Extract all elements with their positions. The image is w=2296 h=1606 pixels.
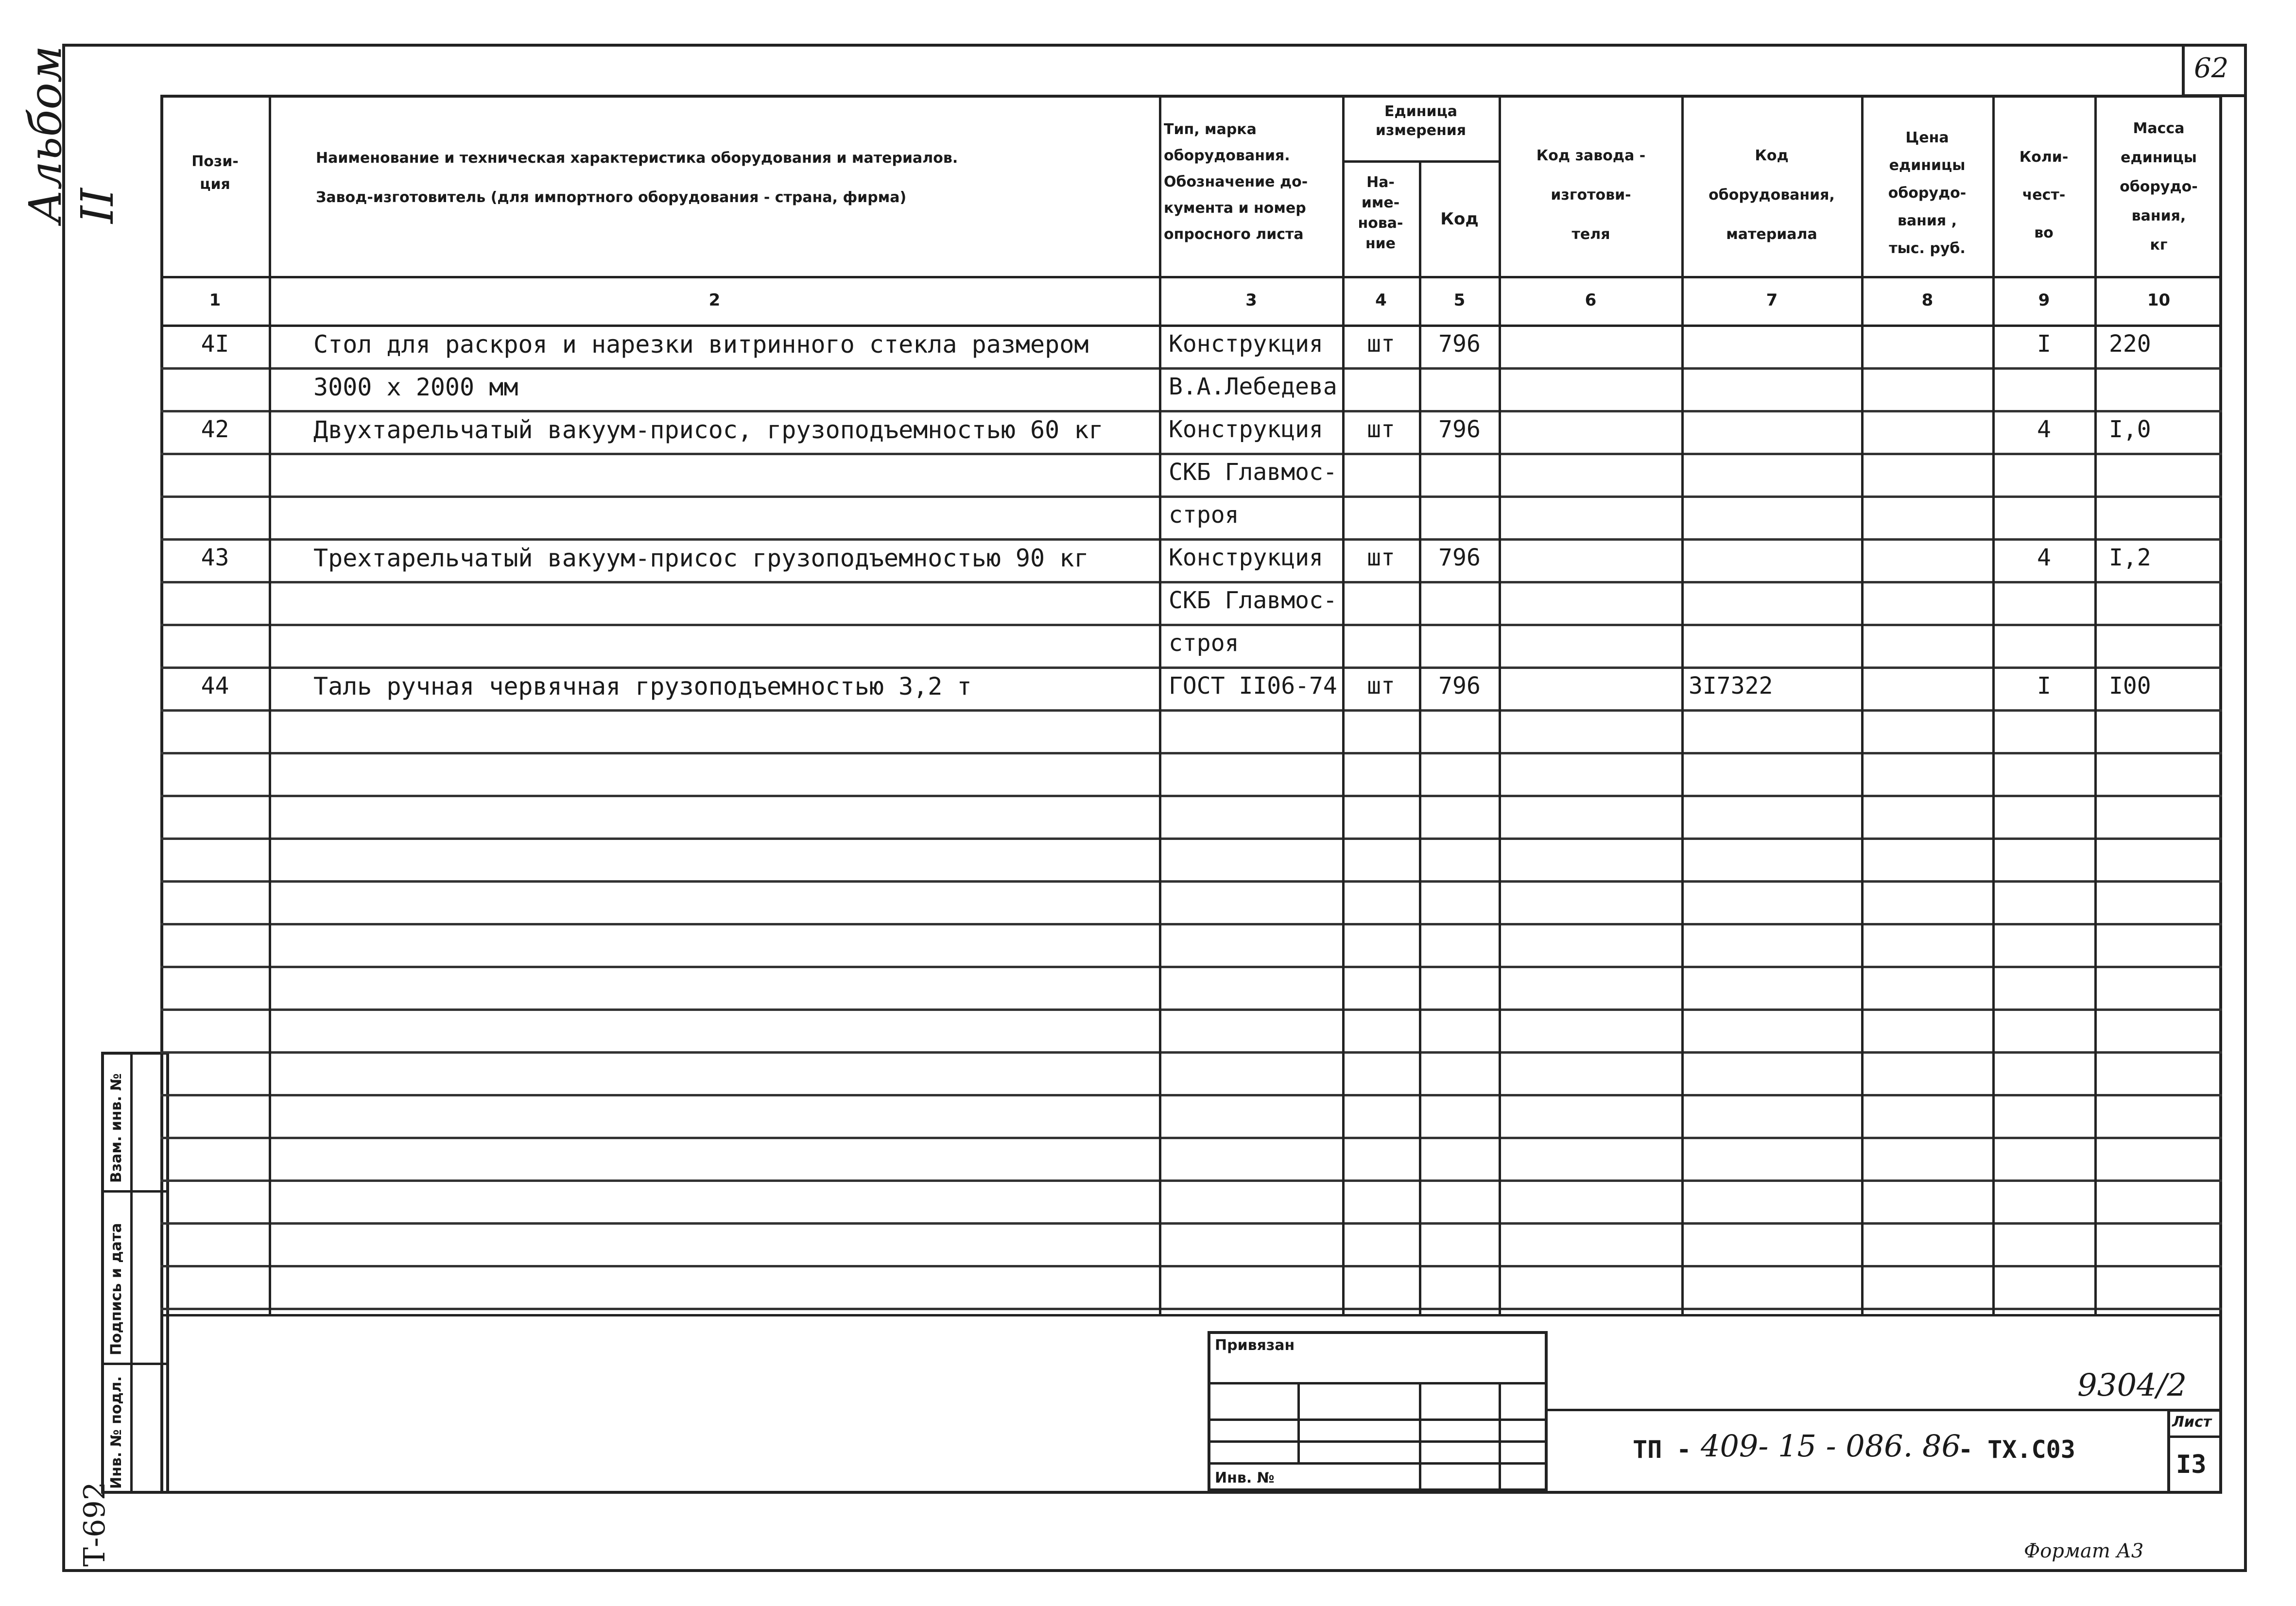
header-mass-line-1: Масса <box>2133 120 2185 137</box>
header-factory-code-line-3: теля <box>1571 226 1610 243</box>
header-type-line-4: кумента и номер <box>1164 200 1306 217</box>
col-line-8 <box>1992 95 1995 1314</box>
row-line <box>160 495 2222 498</box>
row-line <box>160 581 2222 583</box>
attached-col-1 <box>1297 1382 1300 1462</box>
side-stamp-divider <box>130 1052 133 1494</box>
attached-line-1 <box>1208 1382 1548 1384</box>
album-label: Альбом II <box>19 45 123 223</box>
header-mass <box>2097 114 2221 260</box>
cell-name: 3000 х 2000 мм <box>313 373 518 401</box>
side-stamp-sign-label: Подпись и дата <box>108 1223 125 1355</box>
cell-unit-code: 796 <box>1438 416 1481 443</box>
cell-position: 4I <box>201 330 229 358</box>
side-stamp-replace-label: Взам. инв. № <box>108 1073 125 1183</box>
attached-line-4 <box>1208 1462 1548 1465</box>
attached-line-3 <box>1208 1440 1548 1443</box>
row-line <box>160 666 2222 669</box>
cell-type: ГОСТ II06-74 <box>1169 672 1337 700</box>
row-line <box>160 966 2222 968</box>
col-line-3 <box>1342 95 1345 1314</box>
cell-type: строя <box>1169 501 1239 529</box>
header-price-line-2: единицы <box>1889 157 1966 174</box>
col-line-9 <box>2094 95 2097 1314</box>
header-price-line-5: тыс. руб. <box>1889 240 1966 257</box>
column-number-3: 3 <box>1245 290 1257 310</box>
cell-type: СКБ Главмос- <box>1169 587 1337 614</box>
cell-name: Двухтарельчатый вакуум-присос, грузоподъемностью 60 кг <box>313 416 1104 444</box>
header-type <box>1164 117 1340 248</box>
doc-suffix: - ТХ.С03 <box>1958 1435 2075 1464</box>
doc-prefix: ТП - <box>1633 1435 1692 1464</box>
inv-label: Инв. № <box>1215 1469 1275 1486</box>
sheet-number-divider <box>2167 1435 2222 1438</box>
header-unit-name <box>1344 172 1417 254</box>
col-line-7 <box>1861 95 1864 1314</box>
col-line-5 <box>1499 95 1501 1314</box>
cell-type: В.А.Лебедева <box>1169 373 1337 400</box>
col-line-2 <box>1159 95 1161 1314</box>
cell-name: Стол для раскроя и нарезки витринного стекла размером <box>313 330 1089 359</box>
header-qty-line-2: чест- <box>2022 187 2066 204</box>
column-number-10: 10 <box>2147 290 2171 310</box>
cell-mass: I00 <box>2109 672 2151 700</box>
column-number-8: 8 <box>1921 290 1933 310</box>
cell-unit-name: шт <box>1367 672 1395 700</box>
cell-unit-code: 796 <box>1438 330 1481 358</box>
header-mass-line-2: единицы <box>2121 149 2197 166</box>
header-unit-name-line-3: нова- <box>1358 215 1403 232</box>
row-line <box>160 367 2222 370</box>
header-price-line-1: Цена <box>1905 129 1949 146</box>
cell-equip-code: 3I7322 <box>1689 672 1773 700</box>
header-unit-group <box>1344 102 1498 140</box>
attached-box <box>1208 1331 1548 1491</box>
column-number-9: 9 <box>2038 290 2050 310</box>
col-line-6 <box>1681 95 1684 1314</box>
sheet-number: I3 <box>2176 1450 2207 1479</box>
cell-unit-name: шт <box>1367 544 1395 571</box>
row-line <box>160 1222 2222 1225</box>
cell-type: Конструкция <box>1169 544 1323 571</box>
cell-unit-code: 796 <box>1438 672 1481 700</box>
header-qty <box>1995 138 2093 252</box>
corner-page-number: 62 <box>2194 52 2229 84</box>
attached-label: Привязан <box>1215 1337 1295 1354</box>
column-number-1: 1 <box>209 290 221 310</box>
header-factory-code-line-1: Код завода - <box>1536 147 1646 164</box>
cell-type: СКБ Главмос- <box>1169 459 1337 486</box>
side-stamp-line-2 <box>101 1363 169 1365</box>
row-line <box>160 1265 2222 1267</box>
cell-mass: 220 <box>2109 330 2151 358</box>
header-position-line-2: ция <box>200 175 230 193</box>
colnum-bottom-line <box>160 325 2222 327</box>
header-mass-line-3: оборудо- <box>2120 178 2198 195</box>
cell-position: 43 <box>201 544 229 571</box>
row-line <box>160 923 2222 925</box>
header-unit-name-line-1: На- <box>1366 174 1395 191</box>
row-line <box>160 624 2222 626</box>
row-line <box>160 410 2222 412</box>
cell-unit-name: шт <box>1367 416 1395 443</box>
header-type-line-2: оборудования. <box>1164 147 1290 164</box>
header-name <box>316 138 958 217</box>
header-equip-code-line-3: материала <box>1726 226 1817 243</box>
table-body-bottom <box>160 1314 2222 1316</box>
header-unit-group-line-1: Единица <box>1384 103 1457 120</box>
header-type-line-3: Обозначение до- <box>1164 173 1308 190</box>
attached-col-3 <box>1499 1382 1501 1491</box>
column-number-7: 7 <box>1766 290 1778 310</box>
row-line <box>160 1308 2222 1310</box>
cell-type: строя <box>1169 630 1239 657</box>
row-line <box>160 795 2222 797</box>
column-number-4: 4 <box>1375 290 1387 310</box>
archive-code: Т-692 <box>78 1482 112 1567</box>
header-unit-group-line-2: измерения <box>1375 122 1467 139</box>
cell-mass: I,2 <box>2109 544 2151 571</box>
attached-col-2 <box>1419 1382 1421 1491</box>
header-qty-line-3: во <box>2034 224 2054 241</box>
doc-handwritten-code: 409- 15 - 086. 86 <box>1701 1428 1961 1464</box>
cell-position: 42 <box>201 416 229 443</box>
col-line-1 <box>269 95 271 1314</box>
header-equip-code <box>1684 136 1860 254</box>
header-price-line-4: вания , <box>1897 212 1957 229</box>
cell-type: Конструкция <box>1169 330 1323 358</box>
cell-type: Конструкция <box>1169 416 1323 443</box>
header-mass-line-4: вания, <box>2131 207 2186 224</box>
header-type-line-5: опросного листа <box>1164 226 1304 243</box>
cell-qty: 4 <box>2037 544 2051 571</box>
header-name-line-1: Наименование и техническая характеристика оборудования и материалов. <box>316 150 958 167</box>
row-line <box>160 880 2222 883</box>
header-bottom-line <box>160 276 2222 278</box>
row-line <box>160 837 2222 840</box>
header-equip-code-line-1: Код <box>1755 147 1789 164</box>
header-position <box>163 151 267 196</box>
header-equip-code-line-2: оборудования, <box>1709 187 1835 204</box>
header-unit-name-line-2: име- <box>1361 194 1400 211</box>
doc-code-top-line <box>1548 1409 2222 1411</box>
column-number-6: 6 <box>1585 290 1597 310</box>
header-factory-code-line-2: изготови- <box>1551 187 1631 204</box>
header-unit-code: Код <box>1440 209 1479 229</box>
header-unit-name-line-4: ние <box>1365 235 1396 252</box>
header-price <box>1864 124 1991 262</box>
cell-qty: I <box>2037 330 2051 358</box>
row-line <box>160 1051 2222 1054</box>
row-line <box>160 453 2222 455</box>
row-line <box>160 1094 2222 1096</box>
column-number-2: 2 <box>708 290 721 310</box>
sheet-label: Лист <box>2172 1414 2212 1431</box>
row-line <box>160 1179 2222 1182</box>
side-stamp-line-1 <box>101 1190 169 1193</box>
cell-position: 44 <box>201 672 229 700</box>
side-stamp-inv-label: Инв. № подл. <box>108 1376 125 1489</box>
cell-mass: I,0 <box>2109 416 2151 443</box>
header-qty-line-1: Коли- <box>2019 149 2069 166</box>
attached-line-2 <box>1208 1418 1548 1421</box>
header-mass-line-5: кг <box>2150 237 2168 254</box>
header-position-line-1: Пози- <box>191 153 239 170</box>
row-line <box>160 538 2222 541</box>
row-line <box>160 752 2222 754</box>
cell-qty: I <box>2037 672 2051 700</box>
format-label: Формат А3 <box>2024 1540 2144 1562</box>
row-line <box>160 1137 2222 1139</box>
column-number-5: 5 <box>1453 290 1466 310</box>
header-price-line-3: оборудо- <box>1888 185 1967 202</box>
row-line <box>160 1008 2222 1011</box>
header-factory-code <box>1502 136 1680 254</box>
row-line <box>160 709 2222 712</box>
cell-name: Таль ручная червячная грузоподъемностью 3,2 т <box>313 672 972 700</box>
handwritten-number: 9304/2 <box>2077 1367 2187 1403</box>
header-name-line-2: Завод-изготовитель (для импортного оборудования - страна, фирма) <box>316 189 907 206</box>
cell-name: Трехтарельчатый вакуум-присос грузоподъемностью 90 кг <box>313 544 1089 572</box>
header-type-line-1: Тип, марка <box>1164 121 1257 138</box>
cell-unit-code: 796 <box>1438 544 1481 571</box>
cell-qty: 4 <box>2037 416 2051 443</box>
cell-unit-name: шт <box>1367 330 1395 358</box>
